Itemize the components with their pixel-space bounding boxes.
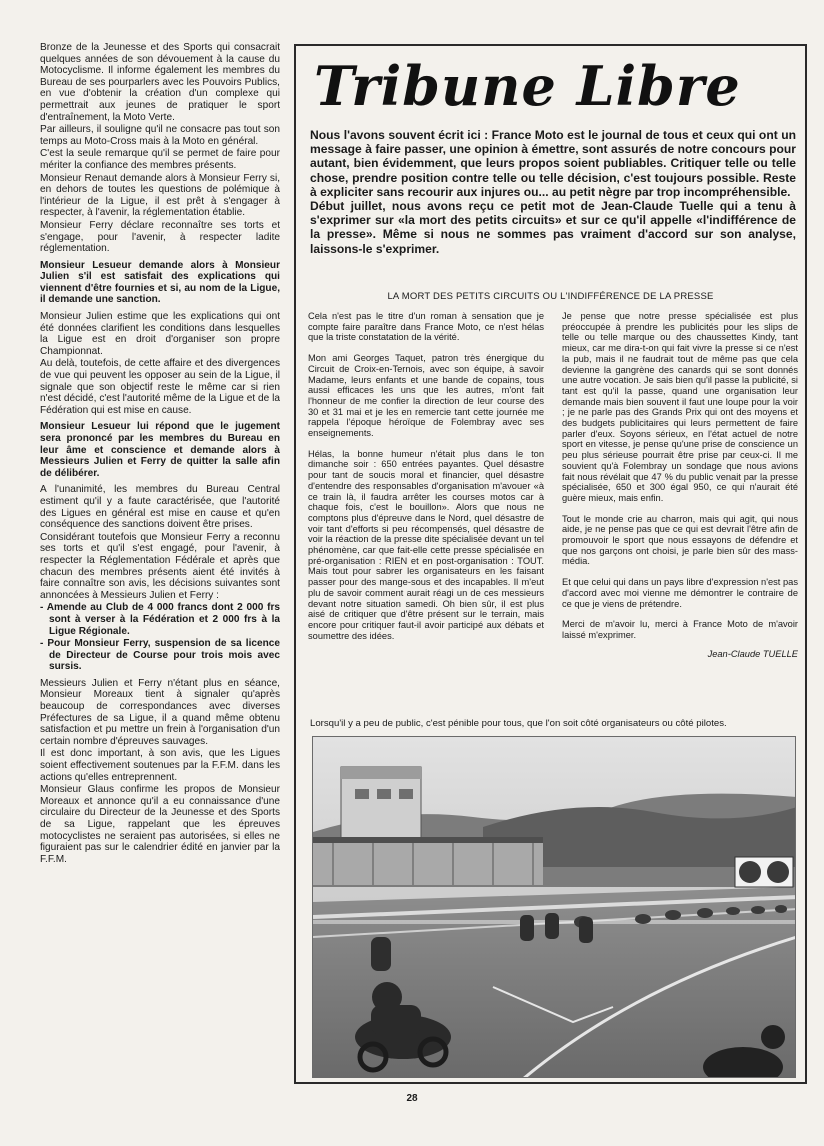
left-column-paragraph: A l'unanimité, les membres du Bureau Central estiment qu'il y a faute caractérisée, que l'autorité des Ligues en général est mise en cause et qu'en conséquence des sanctions doivent être prises. [40, 484, 280, 531]
article-paragraph: Merci de m'avoir lu, merci à France Moto de m'avoir laissé m'exprimer. [562, 619, 798, 640]
left-column-paragraph: - Amende au Club de 4 000 francs dont 2 000 frs sont à verser à la Fédération et 2 000 frs à la Ligue Régionale. [40, 602, 280, 637]
intro-paragraph: Nous l'avons souvent écrit ici : France Moto est le journal de tous et ceux qui ont un message à faire passer, une opinion à émettre, sont assurés de notre concours pour autant, bien évidemment, que leurs propos soient publiables. Critiquer telle ou telle chose, prendre position contre telle ou telle décision, c'est toujours possible. Reste à expliciter sans recourir aux injures ou... au petit nègre par trop incompréhensible. [310, 128, 796, 199]
article-paragraph: Cela n'est pas le titre d'un roman à sensation que je compte faire paraître dans France Moto, ce n'est hélas que la triste constatation de la vérité. [308, 311, 544, 343]
left-column-paragraph: - Pour Monsieur Ferry, suspension de sa licence de Directeur de Course pour trois mois avec sursis. [40, 638, 280, 673]
left-column-paragraph: C'est la seule remarque qu'il se permet de faire pour mériter la confiance des membres présents. [40, 148, 280, 171]
article-paragraph: Et que celui qui dans un pays libre d'expression n'est pas d'accord avec moi vienne me démontrer le contraire de ce que je viens de prétendre. [562, 577, 798, 609]
tribune-heading: Tribune Libre [314, 54, 741, 118]
race-photo [312, 736, 796, 1078]
article-paragraph: Je pense que notre presse spécialisée est plus préoccupée à prendre les publicités pour les slips de telle ou telle marque ou des chaussettes Kindy, tant mieux, car me dira-t-on qui fait vivre la presse si ce n'est la pub, mais il ne faudrait tout de même pas que cela devienne la gangrène des canards qui se sont donnés une autre vocation. Je sais bien qu'il passe la publicité, si tant est qu'il la passe, quand une organisation leur demande mais bien souvent il faut une loupe pour la voir ; je ne parle pas des Grands Prix qui ont des moyens et des budgets publicitaires qui leurs permettent de faire parler d'eux. Soyons sérieux, en l'état actuel de notre sport en vitesse, je pense qu'une prise de conscience un peu plus sérieuse pourrait être prise par ceux-ci. Il me souvient qu'à Folembray un sondage que nous avions fait nous révélait que 47 % du public venait par la presse spécialisée, 650 et 300 égal 950, ce qui n'aurait été guère mieux, mais enfin. [562, 311, 798, 503]
tribune-intro [310, 128, 796, 256]
article-subhead: LA MORT DES PETITS CIRCUITS OU L'INDIFFÉRENCE DE LA PRESSE [387, 291, 714, 302]
article-paragraph: Tout le monde crie au charron, mais qui agit, qui nous aide, je ne pense pas que ce qui est devrait l'être afin de promouvoir le sport que nous essayons de défendre et que nos garçons ont choisi, je parle bien sûr des mass-média. [562, 513, 798, 567]
left-column-paragraph: Monsieur Renaut demande alors à Monsieur Ferry si, en dehors de toutes les questions de polémique à l'intérieur de la Ligue, il est prêt à s'engager à respecter, à l'avenir, la réglementation établie. [40, 172, 280, 219]
left-column-paragraph: Bronze de la Jeunesse et des Sports qui consacrait quelques années de son dévouement à la cause du Motocyclisme. Il informe également les membres du Bureau de ses pourparlers avec les Pouvoirs Publics, en vue d'obtenir la création d'un complexe qui permettrait aux jeunes de pratiquer le sport d'entraînement, la Moto Verte. [40, 42, 280, 123]
article-paragraph: Hélas, la bonne humeur n'était plus dans le ton dimanche soir : 650 entrées payantes. Quel désastre pour tant de soucis moral et financier, quel désastre d'entendre des responsables d'organisation m'avouer «à ce train là, il faudra arrêter les courses motos car à chaque fois, c'est le bouillon». Alors que nous ne comptons plus d'épreuve dans le Nord, quel désastre de voir tant d'efforts si peu récompensés, quel désastre de voir la réaction de la presse dite spécialisée devant un tel phénomène, car que fait-elle cette presse spécialisée en pré-organisation : RIEN et en post-organisation : TOUT. Mais tout pour sabrer les organisateurs en les faisant passer pour des mange-sous et des incapables. Il m'eut plu de savoir comment aurait réagi un de ces messieurs devant notre situation samedi. Oh bien sûr, il est plus aisé de critiquer que d'être présent sur le terrain, mais encore pour critiquer faut-il avoir participé aux débats et soumettre des idées. [308, 448, 544, 641]
signature: Jean-Claude TUELLE [707, 648, 798, 659]
page-number: 28 [406, 1093, 418, 1104]
intro-paragraph: Début juillet, nous avons reçu ce petit mot de Jean-Claude Tuelle qui a tenu à s'exprimer sur «la mort des petits circuits» et sur ce qu'il appelle «l'indifférence de la presse». Même si nous ne sommes pas vraiment d'accord sur son analyse, laissons-le s'exprimer. [310, 199, 796, 256]
left-column-paragraph: Monsieur Julien estime que les explications qui ont été données clarifient les conditions dans lesquelles la Ligue est en droit d'organiser son propre Championnat. [40, 311, 280, 357]
race-photo-illustration [313, 737, 796, 1078]
left-column [40, 42, 280, 1077]
left-column-paragraph: Il est donc important, à son avis, que les Ligues soient effectivement soutenues par la F.F.M. dans les actions qu'elles entreprennent. [40, 748, 280, 783]
left-column-paragraph: Au delà, toutefois, de cette affaire et des divergences de vue qui peuvent les opposer au sein de la Ligue, il signale que son objectif reste le même car si rien n'est décidé, c'est l'autorité même de la Ligue et de la Fédération qui est mise en cause. [40, 358, 280, 416]
article-column-1 [308, 311, 544, 651]
article-paragraph: Mon ami Georges Taquet, patron très énergique du Circuit de Croix-en-Ternois, avec son équipe, à savoir Madame, leurs enfants et une bande de copains, tous aussi efficaces les uns que les autres, m'ont fait l'honneur de me confier la direction de leur course des 30 et 31 mai et je les en remercie tant cette journée me rappela l'époque héroïque de Folembray avec ses enseignements. [308, 353, 544, 439]
photo-caption: Lorsqu'il y a peu de public, c'est pénible pour tous, que l'on soit côté organisateurs ou côté pilotes. [310, 718, 727, 729]
article-body [308, 311, 798, 756]
tribune-libre-box [294, 44, 807, 1084]
left-column-paragraph: Par ailleurs, il souligne qu'il ne consacre pas tout son temps au Moto-Cross mais à la Moto en général. [40, 124, 280, 147]
left-column-paragraph: Messieurs Julien et Ferry n'étant plus en séance, Monsieur Moreaux tient à signaler qu'après beaucoup de correspondances avec diverses Préfectures de sa Ligue, il a quand même obtenu satisfaction et pu mettre un frein à l'organisation d'un certain nombre d'épreuves sauvages. [40, 677, 280, 747]
left-column-paragraph: Considérant toutefois que Monsieur Ferry a reconnu ses torts et qu'il s'est engagé, pour l'avenir, à respecter la Réglementation Fédérale et après que chacun des membres présents aient été invités à faire connaître son avis, les décisions suivantes sont annoncées à Messieurs Julien et Ferry : [40, 531, 280, 601]
article-column-2 [562, 311, 798, 669]
left-column-paragraph: Monsieur Glaus confirme les propos de Monsieur Moreaux et annonce qu'il a eu connaissance d'une circulaire du Directeur de la Jeunesse et des Sports de sa Ligue, rappelant que les épreuves motocyclistes ne seraient pas autorisées, si elles ne figuraient pas sur le calendrier édité en janvier par la F.F.M. [40, 784, 280, 865]
left-column-paragraph: Monsieur Ferry déclare reconnaître ses torts et s'engage, pour l'avenir, à respecter ladite réglementation. [40, 219, 280, 255]
left-column-paragraph: Monsieur Lesueur lui répond que le jugement sera prononcé par les membres du Bureau en leur âme et conscience et demande alors à Messieurs Julien et Ferry de quitter la salle afin de délibérer. [40, 421, 280, 479]
left-column-paragraph: Monsieur Lesueur demande alors à Monsieur Julien s'il est satisfait des explications qui viennent d'être fournies et si, au nom de la Ligue, il demande une sanction. [40, 259, 280, 306]
